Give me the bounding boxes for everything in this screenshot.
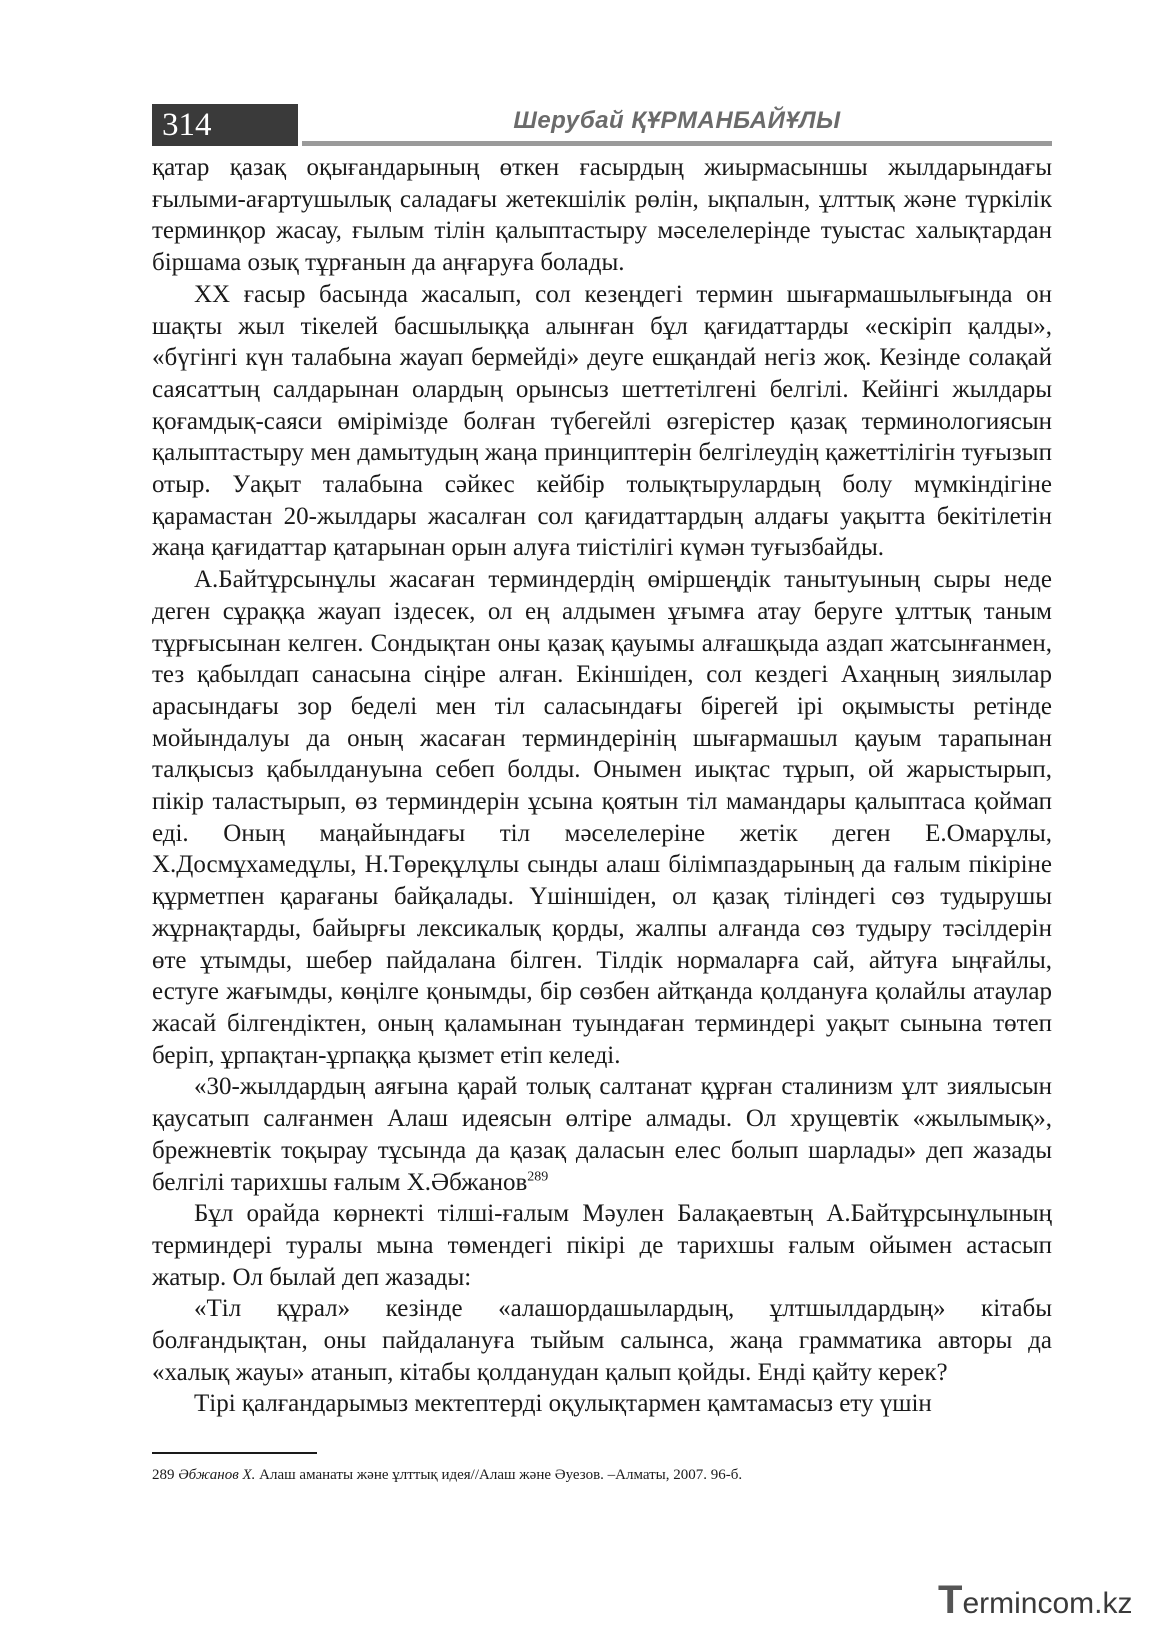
- paragraph: А.Байтұрсынұлы жасаған терминдердің өміршеңдік танытуының сыры неде деген сұраққа жауап іздесек, ол ең алдымен ұғымға атау беруге ұлттық таным тұрғысынан келген. Сондықтан оны қазақ қауымы алғашқыда аздап жатсынғанмен, тез қабылдап санасына сіңіре алған. Екіншіден, сол кездегі Ахаңның зиялылар арасындағы зор беделі мен тіл саласындағы бірегей ірі оқымысты ретінде мойындалуы да оның жасаған терминдерінің шығармашыл қауым тарапынан талқысыз қабылдануына себеп болды. Онымен иықтас тұрып, ой жарыстырып, пікір таластырып, өз терминдерін ұсына қоятын тіл мамандары қалыптаса қоймап еді. Оның маңайындағы тіл мәселелеріне жетік деген Е.Омарұлы, Х.Досмұхамедұлы, Н.Төреқұлұлы сынды алаш білімпаздарының да ғалым пікіріне құрметпен қарағаны байқалады. Үшіншіден, ол қазақ тіліндегі сөз тудырушы жұрнақтарды, байырғы лексикалық қорды, жалпы алғанда сөз тудыру тәсілдерін өте ұтымды, шебер пайдалана білген. Тілдік нормаларға сай, айтуға ыңғайлы, естуге жағымды, көңілге қонымды, бір сөзбен айтқанда қолдануға қолайлы атаулар жасай білгендіктен, оның қаламынан туындаған терминдері уақыт сынына төтеп беріп, ұрпақтан-ұрпаққа қызмет етіп келеді.: [152, 566, 1052, 1069]
- footnote-rule: [152, 1452, 317, 1454]
- paragraph: ХХ ғасыр басында жасалып, сол кезеңдегі термин шығармашылығында он шақты жыл тікелей басшылыққа алынған бұл қағидаттарды «ескіріп қалды», «бүгінгі күн талабына жауап бермейді» деуге ешқандай негіз жоқ. Кезінде солақай саясаттың салдарынан олардың орынсыз шеттетілгені белгілі. Кейінгі жылдары қоғамдық-саяси өмірімізде болған түбегейлі өзгерістер қазақ терминологиясын қалыптастыру мен дамытудың жаңа принциптерін белгілеудің қажеттілігін туғызып отыр. Уақыт талабына сәйкес кейбір толықтырулардың болу мүмкіндігіне қарамастан 20-жылдары жасалған сол қағидаттардың алдағы уақытта бекітілетін жаңа қағидаттар қатарынан орын алуға тиістілігі күмән туғызбайды.: [152, 280, 1052, 562]
- watermark-t-letter: T: [938, 1578, 963, 1622]
- footnote-text: Алаш аманаты және ұлттық идея//Алаш және Әуезов. –Алматы, 2007. 96-б.: [259, 1467, 743, 1483]
- footnote-reference[interactable]: 289: [527, 1169, 549, 1185]
- paragraph: қатар қазақ оқығандарының өткен ғасырдың жиырмасыншы жылдарындағы ғылыми-ағартушылық саладағы жетекшілік рөлін, ықпалын, ұлттық және түркілік терминқор жасау, ғылым тілін қалыптастыру мәселелерінде туыстас халықтардан біршама озық тұрғанын да аңғаруға болады.: [152, 154, 1052, 277]
- page-header: [152, 104, 1052, 146]
- site-watermark-logo: [938, 1580, 1138, 1620]
- main-text: [152, 152, 1052, 1420]
- footnote: [152, 1465, 1052, 1485]
- watermark-text: ermincom.kz: [962, 1587, 1133, 1620]
- footnote-number: 289: [152, 1467, 175, 1483]
- paragraph: Бұл орайда көрнекті тілші-ғалым Мәулен Балақаевтың А.Байтұрсынұлының терминдері туралы мына төмендегі пікірі де тарихшы ғалым ойымен астасып жатыр. Ол былай деп жазады:: [152, 1200, 1052, 1291]
- header-rule: [302, 141, 1052, 146]
- paragraph-text: «30-жылдардың аяғына қарай толық салтанат құрған сталинизм ұлт зиялысын қаусатып салғанмен Алаш идеясын өлтіре алмады. Ол хрущевтік «жылымық», брежневтік тоқырау тұсында да қазақ даласын елес болып шарлады» деп жазады белгілі тарихшы ғалым Х.Әбжанов: [152, 1073, 1052, 1196]
- paragraph: Тірі қалғандарымыз мектептерді оқулықтармен қамтамасыз ету үшін: [194, 1390, 932, 1418]
- running-head-author: Шерубай ҚҰРМАНБАЙҰЛЫ: [513, 107, 841, 134]
- paragraph: «Тіл құрал» кезінде «алашордашылардың, ұлтшылдардың» кітабы болғандықтан, оны пайдалануға тыйым салынса, жаңа грамматика авторы да «халық жауы» атанып, кітабы қолданудан қалып қойды. Енді қайту керек?: [152, 1295, 1052, 1386]
- page-number: 314: [152, 104, 298, 146]
- paragraph: [152, 1071, 1052, 1198]
- footnote-author: Әбжанов Х.: [178, 1467, 256, 1483]
